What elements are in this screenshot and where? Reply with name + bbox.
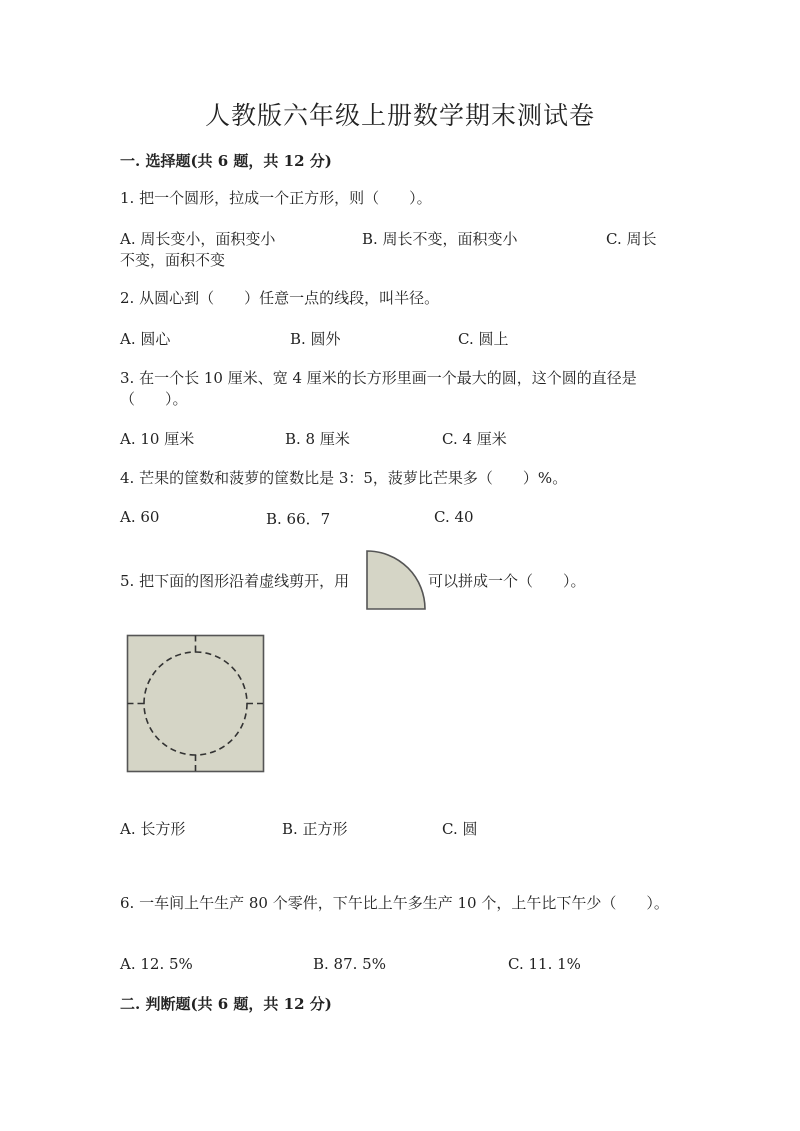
quarter-circle-figure [364,548,428,612]
question-2-option-b: B. 圆外 [290,330,341,348]
question-1-option-c-line2: 不变，面积不变 [120,251,226,269]
question-6-stem: 6. 一车间上午生产 80 个零件，下午比上午多生产 10 个，上午比下午少（ ）。 [120,894,669,912]
question-3-option-b: B. 8 厘米 [285,430,350,448]
question-4-stem: 4. 芒果的筐数和菠萝的筐数比是 3：5，菠萝比芒果多（ ）%。 [120,469,568,487]
question-4-option-a: A. 60 [120,508,160,526]
question-5-option-c: C. 圆 [442,820,478,838]
question-6-option-b: B. 87. 5% [313,955,386,973]
question-5-stem-after: 可以拼成一个（ ）。 [428,572,586,590]
question-4-option-b: B. 66．7 [266,510,331,528]
question-6-option-a: A. 12. 5% [120,955,193,973]
section-heading-judgment: 二. 判断题(共 6 题，共 12 分) [120,995,332,1013]
question-1-stem: 1. 把一个圆形，拉成一个正方形，则（ ）。 [120,189,432,207]
question-1-option-a: A. 周长变小，面积变小 [120,230,276,248]
question-6-option-c: C. 11. 1% [508,955,581,973]
question-2-option-a: A. 圆心 [120,330,171,348]
question-5-option-b: B. 正方形 [282,820,348,838]
question-3-stem: 3. 在一个长 10 厘米、宽 4 厘米的长方形里画一个最大的圆，这个圆的直径是（ ）。 [120,369,637,408]
question-5-stem-before: 5. 把下面的图形沿着虚线剪开，用 [120,572,350,590]
question-2-stem: 2. 从圆心到（ ）任意一点的线段，叫半径。 [120,289,440,307]
question-3-option-c: C. 4 厘米 [442,430,507,448]
question-1-option-b: B. 周长不变，面积变小 [362,230,518,248]
square-with-dashed-arcs-figure [126,634,266,774]
page-title: 人教版六年级上册数学期末测试卷 [204,101,595,130]
question-4-option-c: C. 40 [434,508,474,526]
question-5-option-a: A. 长方形 [120,820,186,838]
question-2-option-c: C. 圆上 [458,330,509,348]
question-1-option-c-line1: C. 周长 [606,230,657,248]
question-3-option-a: A. 10 厘米 [120,430,195,448]
section-heading-choice: 一. 选择题(共 6 题，共 12 分) [120,152,332,170]
